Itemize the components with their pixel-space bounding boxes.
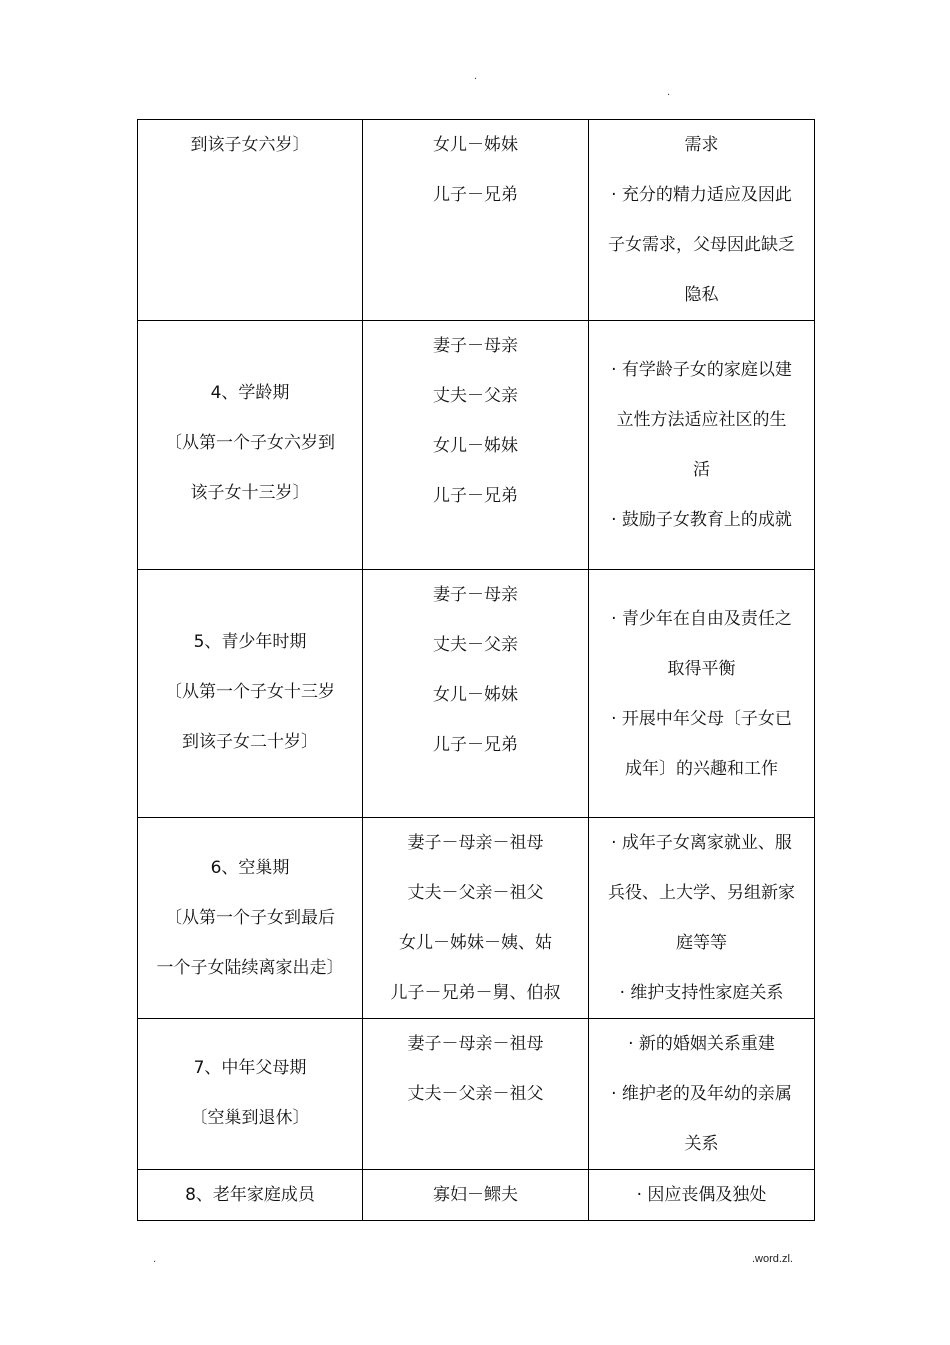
task-line: 子女需求，父母因此缺乏: [608, 235, 795, 255]
task-line: · 新的婚姻关系重建: [628, 1034, 775, 1054]
header-mark-1: .: [474, 71, 478, 82]
task-line: · 成年子女离家就业、服: [611, 833, 792, 853]
task-line: 兵役、上大学、另组新家: [608, 883, 795, 903]
task-line: 立性方法适应社区的生: [616, 410, 787, 430]
task-line: 关系: [684, 1134, 719, 1154]
family-lifecycle-table: [137, 119, 815, 1221]
role-line: 儿子－兄弟－舅、伯叔: [390, 983, 561, 1003]
role-line: 儿子－兄弟: [433, 185, 518, 205]
roles-cell: [363, 1170, 589, 1221]
roles-cell: [363, 1019, 589, 1170]
role-line: 儿子－兄弟: [433, 486, 518, 506]
roles-cell: [363, 321, 589, 570]
table-row: [138, 1170, 815, 1221]
stage-line: 5、青少年时期: [193, 632, 307, 652]
stage-line: 〔从第一个子女到最后: [165, 908, 335, 928]
stage-line: 〔从第一个子女十三岁: [165, 682, 335, 702]
role-line: 儿子－兄弟: [433, 735, 518, 755]
table-row: [138, 321, 815, 570]
table-row: [138, 1019, 815, 1170]
tasks-cell: [589, 570, 815, 818]
stage-cell: [138, 120, 363, 321]
tasks-cell: [589, 818, 815, 1019]
role-line: 女儿－姊妹－姨、姑: [399, 933, 552, 953]
task-line: 隐私: [684, 285, 719, 305]
task-line: · 维护老的及年幼的亲属: [611, 1084, 792, 1104]
stage-cell: [138, 818, 363, 1019]
stage-line: 该子女十三岁〕: [190, 483, 310, 503]
stage-line: 7、中年父母期: [193, 1058, 307, 1078]
role-line: 女儿－姊妹: [433, 436, 518, 456]
role-line: 丈夫－父亲: [433, 386, 518, 406]
task-line: 需求: [684, 135, 719, 155]
roles-cell: [363, 570, 589, 818]
task-line: 取得平衡: [667, 659, 736, 679]
header-mark-2: .: [667, 87, 671, 98]
task-line: · 开展中年父母〔子女已: [611, 709, 792, 729]
stage-line: 〔空巢到退休〕: [190, 1108, 310, 1128]
role-line: 丈夫－父亲－祖父: [407, 1084, 544, 1104]
stage-line: 到该子女二十岁〕: [182, 732, 318, 752]
task-line: · 因应丧偶及独处: [636, 1185, 767, 1205]
task-line: · 有学龄子女的家庭以建: [611, 360, 792, 380]
task-line: · 鼓励子女教育上的成就: [611, 510, 792, 530]
stage-cell: [138, 1019, 363, 1170]
roles-cell: [363, 120, 589, 321]
role-line: 妻子－母亲: [433, 585, 518, 605]
task-line: · 维护支持性家庭关系: [619, 983, 784, 1003]
tasks-cell: [589, 1170, 815, 1221]
task-line: · 充分的精力适应及因此: [611, 185, 792, 205]
task-line: · 青少年在自由及责任之: [611, 609, 792, 629]
role-line: 女儿－姊妹: [433, 685, 518, 705]
table-row: [138, 120, 815, 321]
footer-left-mark: .: [153, 1254, 157, 1265]
stage-line: 到该子女六岁〕: [190, 135, 310, 155]
stage-cell: [138, 321, 363, 570]
footer-watermark: .word.zl.: [752, 1253, 793, 1265]
stage-line: 〔从第一个子女六岁到: [165, 433, 335, 453]
table-row: [138, 818, 815, 1019]
tasks-cell: [589, 1019, 815, 1170]
stage-line: 一个子女陆续离家出走〕: [156, 958, 344, 978]
task-line: 活: [693, 460, 710, 480]
tasks-cell: [589, 120, 815, 321]
stage-line: 4、学龄期: [210, 383, 290, 403]
role-line: 丈夫－父亲－祖父: [407, 883, 544, 903]
role-line: 妻子－母亲－祖母: [407, 833, 544, 853]
tasks-cell: [589, 321, 815, 570]
stage-line: 8、老年家庭成员: [185, 1185, 315, 1205]
stage-cell: [138, 570, 363, 818]
role-line: 妻子－母亲: [433, 336, 518, 356]
role-line: 寡妇－鳏夫: [433, 1185, 518, 1205]
task-line: 庭等等: [676, 933, 727, 953]
stage-cell: [138, 1170, 363, 1221]
role-line: 妻子－母亲－祖母: [407, 1034, 544, 1054]
task-line: 成年〕的兴趣和工作: [625, 759, 778, 779]
stage-line: 6、空巢期: [210, 858, 290, 878]
role-line: 丈夫－父亲: [433, 635, 518, 655]
roles-cell: [363, 818, 589, 1019]
role-line: 女儿－姊妹: [433, 135, 518, 155]
table-row: [138, 570, 815, 818]
